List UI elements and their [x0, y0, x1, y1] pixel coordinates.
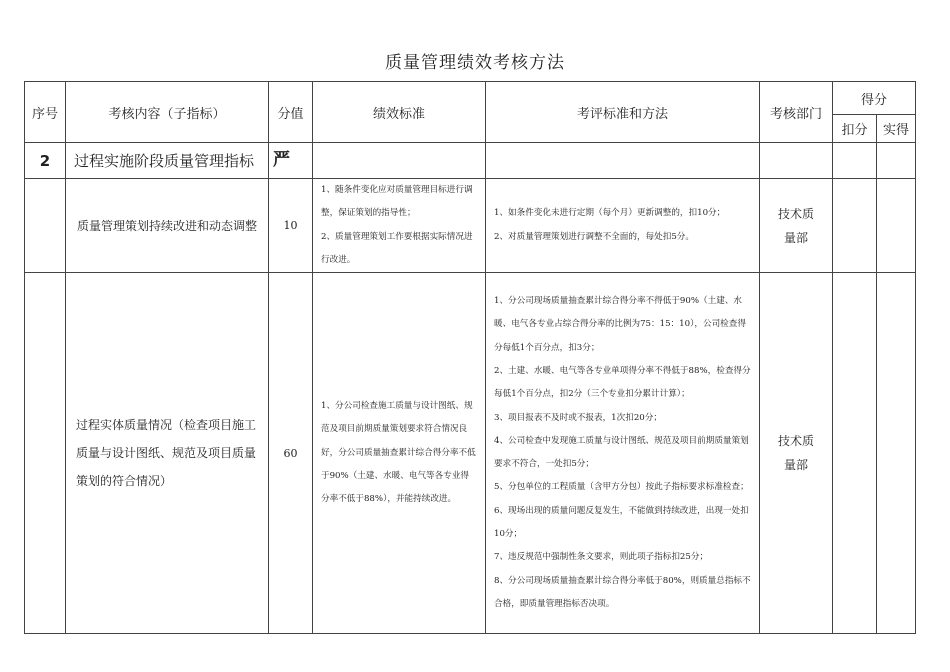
- row-standard: 1、随条件变化应对质量管理目标进行调整，保证策划的指导性； 2、质量管理策划工作要根据实际情况进行改进。: [313, 179, 486, 273]
- row-method: 1、分公司现场质量抽查累计综合得分率不得低于90%（土建、水暖、电气各专业占综合得分率的比例为75：15：10），公司检查得分每低1个百分点，扣3分； 2、土建、水暖、电气等各专业单项得分率不得低于88%，检查得分每低1个百分点，扣2分（三个专业扣分累计计算）； 3、项目报表不及时或不报表，1次扣20分； 4、公司检查中发现施工质量与设计图纸、规范及项目前期质量策划要求不符合，一处扣5分； 5、分包单位的工程质量（含甲方分包）按此子指标要求标准检查； 6、现场出现的质量问题反复发生，不能做到持续改进，出现一处扣10分； 7、违反规范中强制性条文要求，则此项子指标扣25分； 8、分公司现场质量抽查累计综合得分率低于80%，则质量总指标不合格，即质量管理指标否决项。: [486, 273, 760, 634]
- row-deduct: [833, 273, 877, 634]
- row-dept: 技术质量部: [760, 179, 833, 273]
- header-method: 考评标准和方法: [486, 82, 760, 143]
- row-actual: [877, 273, 916, 634]
- row-method: 1、如条件变化未进行定期（每个月）更新调整的，扣10分； 2、对质量管理策划进行调整不全面的，每处扣5分。: [486, 179, 760, 273]
- header-no: 序号: [25, 82, 66, 143]
- header-content: 考核内容（子指标）: [66, 82, 269, 143]
- header-standard: 绩效标准: [313, 82, 486, 143]
- document-title: 质量管理绩效考核方法: [385, 53, 565, 73]
- row-score: 60: [269, 273, 313, 634]
- row-dept: 技术质量部: [760, 273, 833, 634]
- section-number: 2: [25, 143, 66, 179]
- row-content: 过程实体质量情况（检查项目施工质量与设计图纸、规范及项目质量策划的符合情况）: [66, 273, 269, 634]
- row-score: 10: [269, 179, 313, 273]
- row-actual: [877, 179, 916, 273]
- row-content: 质量管理策划持续改进和动态调整: [66, 179, 269, 273]
- section-row: [25, 143, 916, 179]
- section-title: 过程实施阶段质量管理指标: [66, 143, 269, 179]
- table-row: [25, 179, 916, 273]
- header-score: 分值: [269, 82, 313, 143]
- header-actual: 实得: [877, 115, 916, 143]
- header-points: 得分: [833, 82, 916, 115]
- row-deduct: [833, 179, 877, 273]
- section-mark: 严: [269, 143, 313, 179]
- assessment-table: [24, 81, 916, 634]
- header-dept: 考核部门: [760, 82, 833, 143]
- row-standard: 1、分公司检查施工质量与设计图纸、规范及项目前期质量策划要求符合情况良好，分公司质量抽查累计综合得分率不低于90%（土建、水暖、电气等各专业得分率不低于88%），并能持续改进。: [313, 273, 486, 634]
- header-deduct: 扣分: [833, 115, 877, 143]
- table-row: [25, 273, 916, 634]
